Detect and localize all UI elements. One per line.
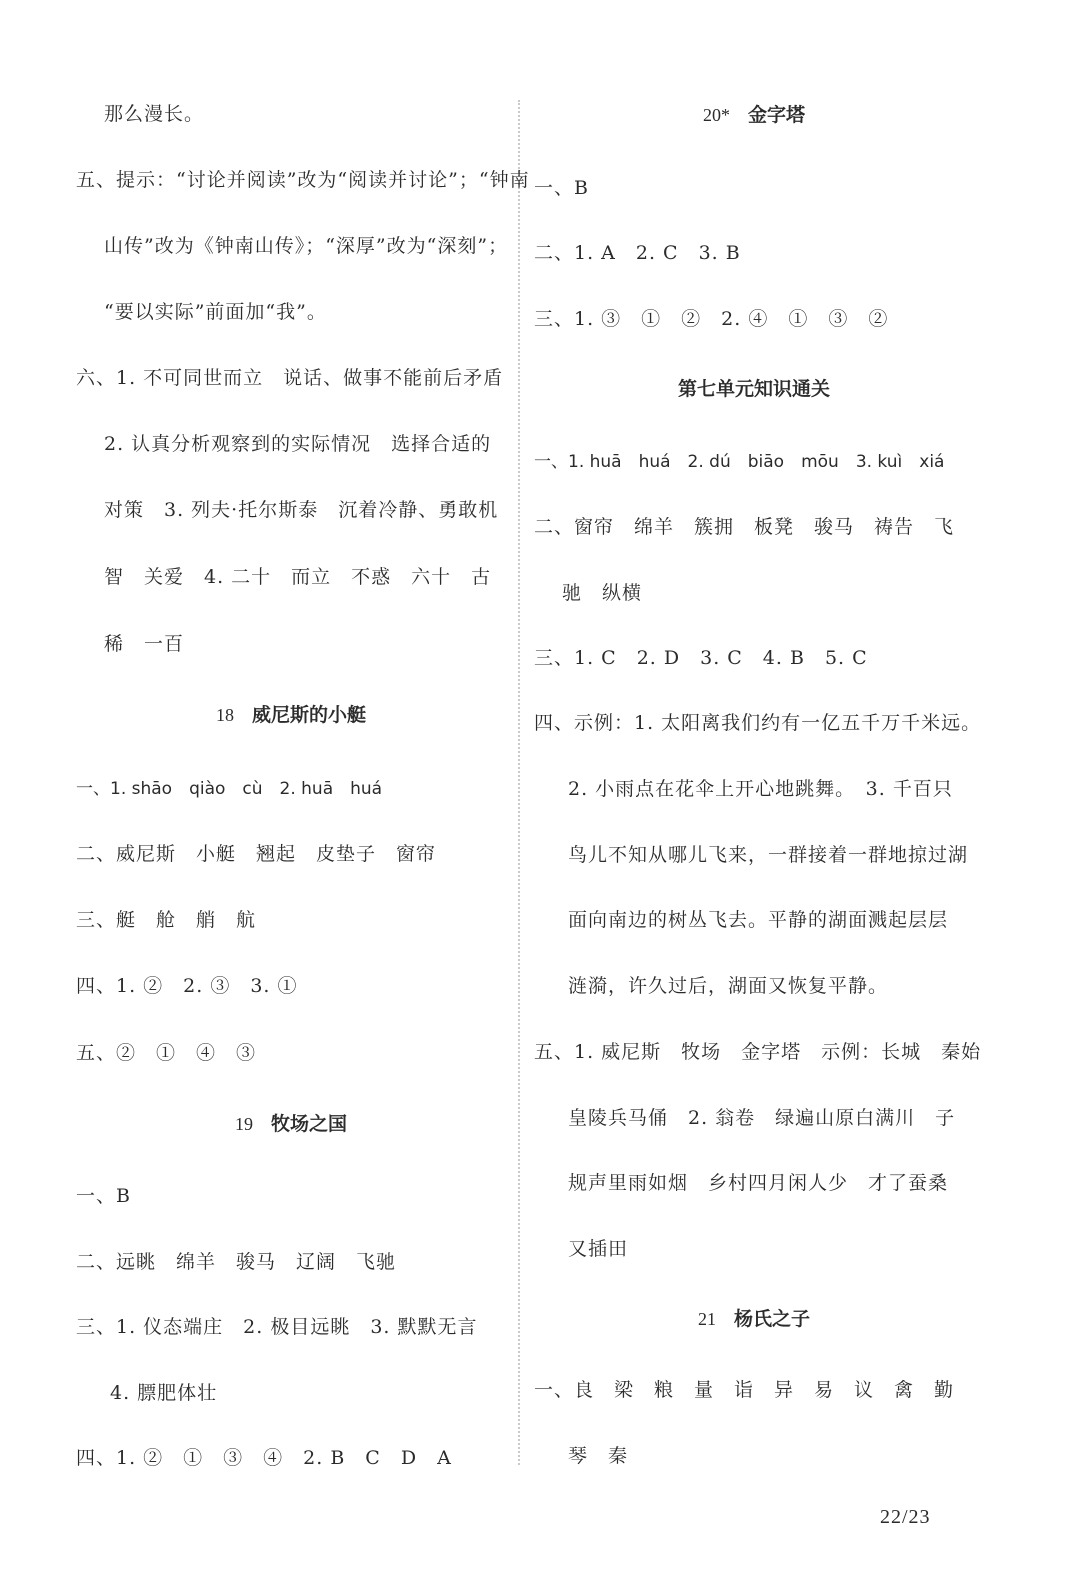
lesson-number: 20* <box>702 105 730 125</box>
answer-line: 五、提示：“讨论并阅读”改为“阅读并讨论”；“钟南 <box>76 169 530 191</box>
answer-line: 二、远眺 绵羊 骏马 辽阔 飞驰 <box>76 1251 397 1273</box>
answer-line: 二、1. A 2. C 3. B <box>534 242 741 264</box>
answer-line: 4. 膘肥体壮 <box>110 1382 218 1404</box>
lesson-title-20 <box>534 103 974 127</box>
answer-line: 稀 一百 <box>104 633 185 655</box>
answer-line: 智 关爱 4. 二十 而立 不惑 六十 古 <box>104 566 492 588</box>
answer-line: 规声里雨如烟 乡村四月闲人少 才了蚕桑 <box>568 1172 949 1194</box>
answer-line: 一、1. huā huá 2. dú biāo mōu 3. kuì xiá <box>534 452 945 472</box>
page-number: 22/23 <box>880 1506 931 1528</box>
answer-line: 三、1. 仪态端庄 2. 极目远眺 3. 默默无言 <box>76 1316 478 1338</box>
answer-line: 三、1. C 2. D 3. C 4. B 5. C <box>534 647 868 669</box>
answer-line: 皇陵兵马俑 2. 翁卷 绿遍山原白满川 子 <box>568 1107 956 1129</box>
answer-line: 二、窗帘 绵羊 簇拥 板凳 骏马 祷告 飞 <box>534 516 955 538</box>
lesson-name: 杨氏之子 <box>733 1308 810 1330</box>
lesson-title-21 <box>534 1307 974 1331</box>
lesson-title-18 <box>76 703 506 727</box>
lesson-number: 21 <box>697 1309 716 1329</box>
unit-name: 第七单元知识通关 <box>677 378 830 400</box>
answer-line: 一、1. shāo qiào cù 2. huā huá <box>76 779 383 799</box>
answer-line: 那么漫长。 <box>104 103 205 125</box>
answer-line: 五、② ① ④ ③ <box>76 1042 257 1064</box>
answer-line: 鸟儿不知从哪儿飞来，一群接着一群地掠过湖 <box>568 844 969 866</box>
answer-line: 三、1. ③ ① ② 2. ④ ① ③ ② <box>534 308 889 330</box>
lesson-title-19 <box>76 1112 506 1136</box>
column-divider <box>518 100 520 1465</box>
answer-line: 涟漪，许久过后，湖面又恢复平静。 <box>568 975 889 997</box>
answer-line: 四、示例：1. 太阳离我们约有一亿五千万千米远。 <box>534 712 982 734</box>
answer-line: 一、良 梁 粮 量 诣 异 易 议 禽 勤 <box>534 1379 955 1401</box>
answer-line: 二、威尼斯 小艇 翘起 皮垫子 窗帘 <box>76 843 437 865</box>
answer-line: 驰 纵横 <box>562 582 643 604</box>
answer-line: 又插田 <box>568 1238 629 1260</box>
answer-line: 四、1. ② ① ③ ④ 2. B C D A <box>76 1447 452 1469</box>
lesson-name: 牧场之国 <box>270 1113 347 1135</box>
answer-line: “要以实际”前面加“我”。 <box>104 301 327 323</box>
answer-line: 六、1. 不可同世而立 说话、做事不能前后矛盾 <box>76 367 504 389</box>
answer-line: 2. 小雨点在花伞上开心地跳舞。 3. 千百只 <box>568 778 953 800</box>
unit-title <box>534 377 974 401</box>
answer-line: 四、1. ② 2. ③ 3. ① <box>76 975 298 997</box>
lesson-number: 18 <box>215 705 234 725</box>
answer-line: 山传”改为《钟南山传》；“深厚”改为“深刻”； <box>104 235 509 257</box>
answer-line: 一、B <box>534 177 589 199</box>
answer-line: 一、B <box>76 1185 131 1207</box>
answer-line: 面向南边的树丛飞去。平静的湖面溅起层层 <box>568 909 949 931</box>
answer-line: 五、1. 威尼斯 牧场 金字塔 示例：长城 秦始 <box>534 1041 982 1063</box>
answer-line: 琴 秦 <box>568 1445 629 1467</box>
lesson-number: 19 <box>234 1114 253 1134</box>
answer-line: 三、艇 舱 艄 航 <box>76 909 257 931</box>
lesson-name: 金字塔 <box>747 104 805 126</box>
answer-line: 2. 认真分析观察到的实际情况 选择合适的 <box>104 433 492 455</box>
answer-line: 对策 3. 列夫·托尔斯泰 沉着冷静、勇敢机 <box>104 499 499 521</box>
lesson-name: 威尼斯的小艇 <box>251 704 366 726</box>
